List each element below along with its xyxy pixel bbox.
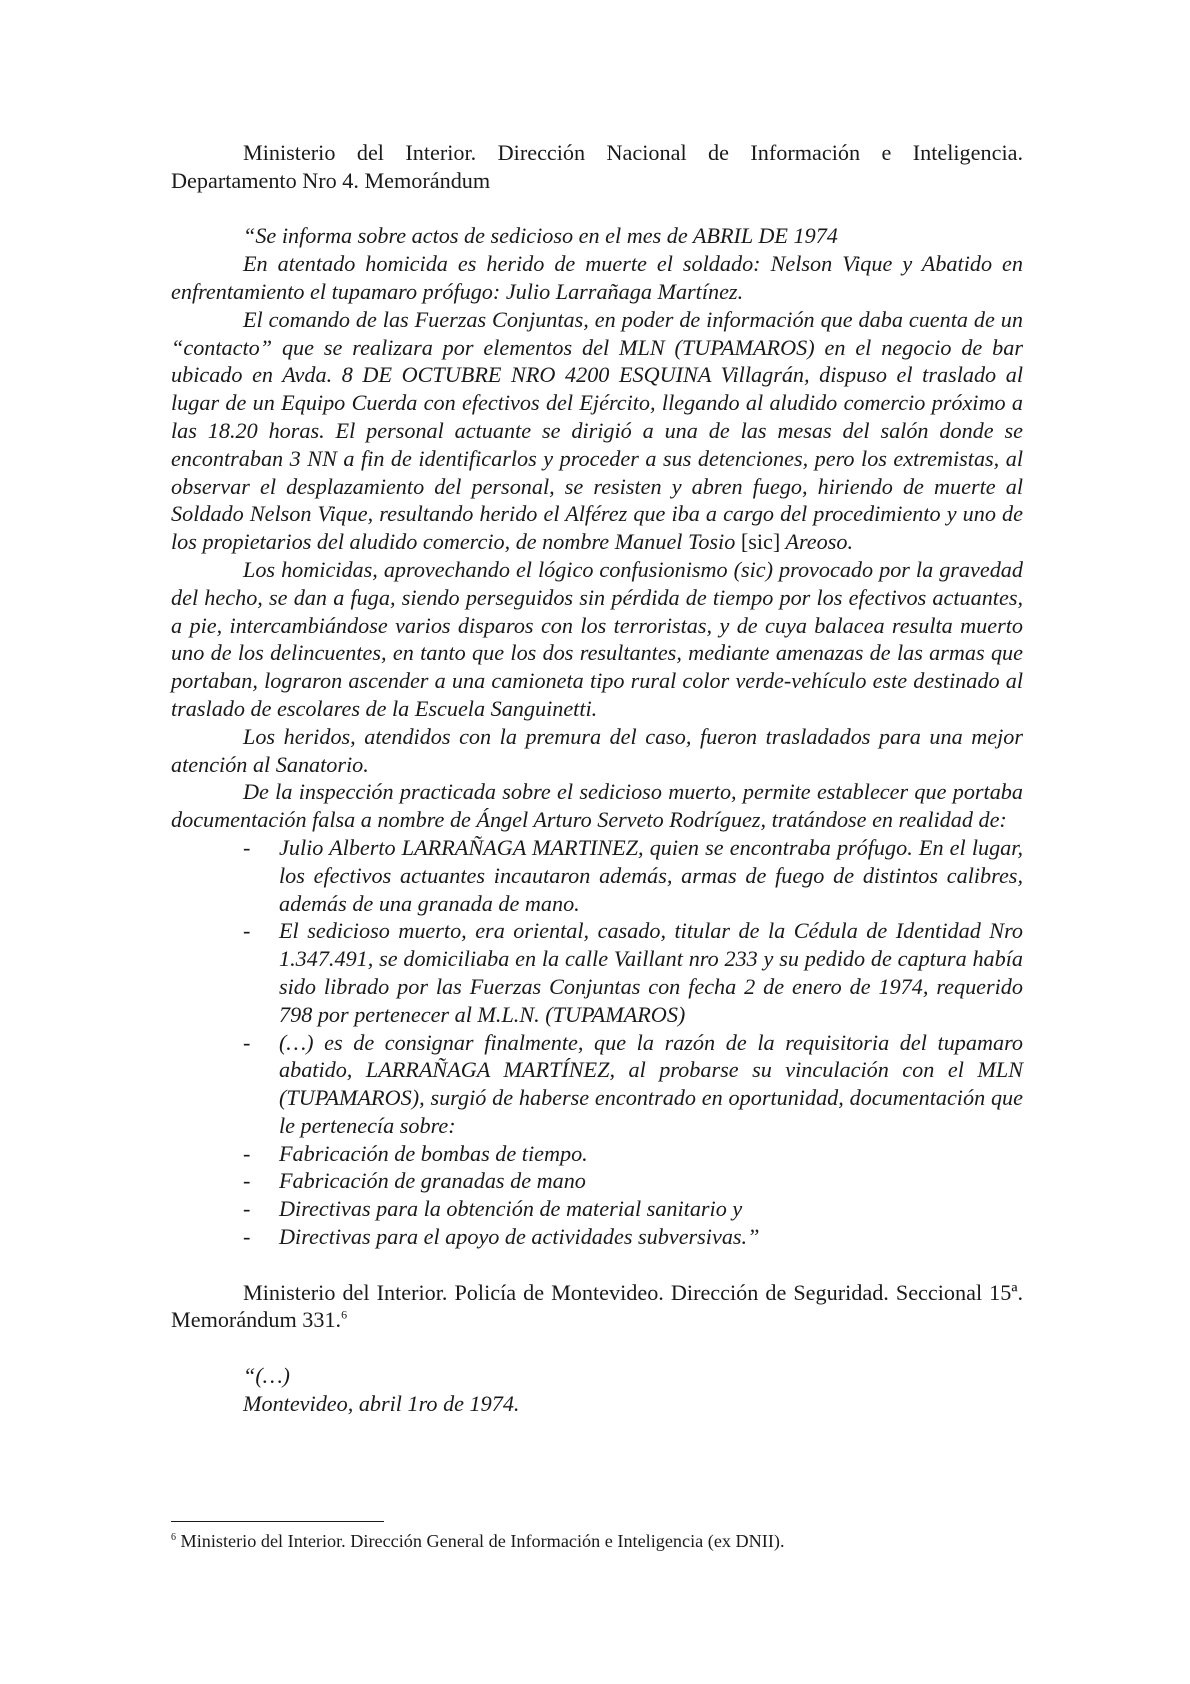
quote2-open: “(…) (243, 1363, 290, 1389)
quote-paragraph-6: De la inspección practicada sobre el sedicioso muerto, permite establecer que portaba documentación falsa a nombre de Ángel Arturo Serveto Rodríguez, tratándose en realidad de: (171, 779, 1023, 833)
list-item-text: Directivas para la obtención de material sanitario y (279, 1196, 743, 1222)
dash-bullet: - (243, 1029, 251, 1055)
list-item-text: Fabricación de granadas de mano (279, 1168, 586, 1194)
footnote-separator (171, 1521, 384, 1522)
quote-paragraph-1: “Se informa sobre actos de sedicioso en el mes de ABRIL DE 1974 (243, 223, 838, 249)
list-item (243, 917, 1023, 1028)
spacer (171, 1334, 1023, 1362)
quote-paragraph-5: Los heridos, atendidos con la premura del caso, fueron trasladados para una mejor atención al Sanatorio. (171, 723, 1023, 777)
dash-bullet: - (243, 834, 251, 860)
footnote-text: Ministerio del Interior. Dirección General de Información e Inteligencia (ex DNII). (176, 1531, 785, 1551)
list-item (243, 1140, 1023, 1168)
memo-heading-dnii: Ministerio del Interior. Dirección Nacional de Información e Inteligencia. Departamento Nro 4. Memorándum (171, 140, 1023, 193)
dash-bullet: - (243, 1196, 251, 1222)
quote-paragraph-4: Los homicidas, aprovechando el lógico confusionismo (sic) provocado por la gravedad del hecho, se dan a fuga, siendo perseguidos sin pérdida de tiempo por los efectivos actuantes, a pie, intercambiándose varios disparos con los terroristas, y de cuya balacea resulta muerto uno de los delincuentes, en tanto que los dos resultantes, mediante amenazas de las armas que portaban, lograron ascender a una camioneta tipo rural color verde-vehículo este destinado al traslado de escolares de la Escuela Sanguinetti. (171, 556, 1023, 721)
sic-mark: [sic] (740, 529, 781, 555)
spacer (171, 1251, 1023, 1279)
document-body (171, 139, 1023, 1418)
list-item (243, 834, 1023, 917)
dash-bullet: - (243, 1168, 251, 1194)
quote-paragraph-3-text-a: El comando de las Fuerzas Conjuntas, en poder de información que daba cuenta de un “contacto” que se realizara por elementos del MLN (TUPAMAROS) en el negocio de bar ubicado en Avda. 8 DE OCTUBRE NRO 4200 ESQUINA Villagrán, dispuso el traslado al lugar de un Equipo Cuerda con efectivos del Ejército, llegando al aludido comercio próximo a las 18.20 horas. El personal actuante se dirigió a una de las mesas del salón donde se encontraban 3 NN a fin de identificarlos y proceder a sus detenciones, pero los extremistas, al observar el desplazamiento del personal, se resisten y abren fuego, hiriendo de muerte al Soldado Nelson Vique, resultando herido el Alférez que iba a cargo del procedimiento y uno de los propietarios del aludido comercio, de nombre Manuel Tosio (171, 306, 1023, 555)
dash-bullet: - (243, 1140, 251, 1166)
list-item-text: Fabricación de bombas de tiempo. (279, 1140, 588, 1166)
footnote-reference[interactable]: 6 (341, 1308, 348, 1323)
list-item-text: (…) es de consignar finalmente, que la razón de la requisitoria del tupamaro abatido, LARRAÑAGA MARTÍNEZ, al probarse su vinculación con el MLN (TUPAMAROS), surgió de haberse encontrado en oportunidad, documentación que le pertenecía sobre: (279, 1029, 1023, 1138)
list-item (243, 1223, 1023, 1251)
list-item (243, 1167, 1023, 1195)
list-item (243, 1029, 1023, 1140)
quote2-date: Montevideo, abril 1ro de 1974. (243, 1390, 520, 1416)
list-item-text: Directivas para el apoyo de actividades subversivas.” (279, 1224, 760, 1250)
memo-heading-seguridad (171, 1279, 1023, 1335)
spacer (171, 195, 1023, 223)
footnote (171, 1530, 1023, 1552)
quote-paragraph-3 (171, 306, 1023, 556)
dash-bullet: - (243, 918, 251, 944)
list-item-text: El sedicioso muerto, era oriental, casado, titular de la Cédula de Identidad Nro 1.347.491, se domiciliaba en la calle Vaillant nro 233 y su pedido de captura había sido librado por las Fuerzas Conjuntas con fecha 2 de enero de 1974, requerido 798 por pertenecer al M.L.N. (TUPAMAROS) (279, 918, 1023, 1027)
list-item-text: Julio Alberto LARRAÑAGA MARTINEZ, quien se encontraba prófugo. En el lugar, los efectivos actuantes incautaron además, armas de fuego de distintos calibres, además de una granada de mano. (279, 834, 1023, 916)
quote-paragraph-3-text-b: Areoso. (780, 529, 854, 555)
quote-paragraph-2: En atentado homicida es herido de muerte el soldado: Nelson Vique y Abatido en enfrentamiento el tupamaro prófugo: Julio Larrañaga Martínez. (171, 251, 1023, 304)
memo-heading-seguridad-text: Ministerio del Interior. Policía de Montevideo. Dirección de Seguridad. Seccional 15ª. Memorándum 331. (171, 1279, 1023, 1333)
list-item (243, 1195, 1023, 1223)
dash-list (171, 834, 1023, 1251)
dash-bullet: - (243, 1224, 251, 1250)
footnote-number: 6 (171, 1531, 176, 1543)
